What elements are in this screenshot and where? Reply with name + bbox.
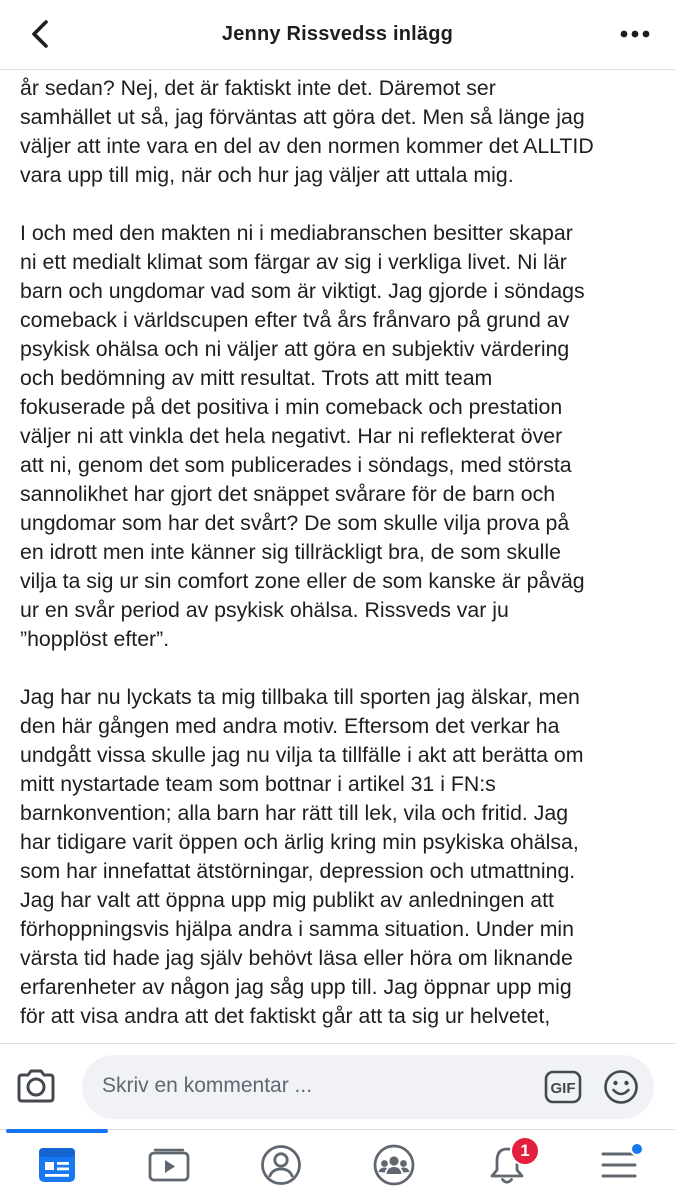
gif-button[interactable] — [544, 1069, 582, 1105]
camera-button[interactable] — [14, 1066, 58, 1106]
comment-bar — [0, 1043, 675, 1129]
bottom-navigation — [0, 1129, 675, 1200]
groups-icon — [372, 1144, 416, 1186]
more-dots-icon — [620, 30, 650, 38]
tab-watch[interactable] — [145, 1142, 193, 1188]
back-button[interactable] — [22, 16, 58, 52]
menu-update-dot — [630, 1142, 644, 1156]
comment-placeholder: Skriv en kommentar ... — [102, 1074, 313, 1097]
header-bar — [0, 0, 675, 70]
news-feed-icon — [37, 1146, 77, 1184]
tab-groups[interactable] — [370, 1142, 418, 1188]
profile-icon — [260, 1144, 302, 1186]
notification-badge: 1 — [510, 1136, 540, 1166]
chevron-left-icon — [29, 19, 51, 49]
smiley-icon — [603, 1069, 639, 1105]
tab-news-feed[interactable] — [33, 1142, 81, 1188]
post-body — [0, 70, 675, 1043]
comment-input[interactable] — [82, 1055, 654, 1119]
active-tab-indicator — [6, 1129, 108, 1133]
post-paragraph: I och med den makten ni i mediabranschen besitter skapar ni ett medialt klimat som färgar av sig i verkliga livet. Ni lär barn och ungdomar vad som är viktigt. Jag gjorde i söndags comeback i världscupen efter två års frånvaro på grund av psykisk ohälsa och ni väljer att göra en subjektiv värdering och bedömning av mitt resultat. Trots att mitt team fokuserade på det positiva i min comeback och prestation väljer ni att vinkla det hela negativt. Har ni reflekterat över att ni, genom det som publicerades i söndags, med största sannolikhet har gjort det snäppet svårare för de barn och ungdomar som har det svårt? De som skulle vilja prova på en idrott men inte känner sig tillräckligt bra, de som skulle vilja ta sig ur sin comfort zone eller de som kanske är påväg ur en svår period av psykisk ohälsa. Rissveds var ju ”hopplöst efter”. — [20, 221, 585, 651]
more-options-button[interactable] — [619, 20, 651, 48]
emoji-button[interactable] — [602, 1068, 640, 1106]
gif-icon — [544, 1070, 582, 1104]
post-paragraph: år sedan? Nej, det är faktiskt inte det. Däremot ser samhället ut så, jag förväntas att göra det. Men så länge jag väljer att inte vara en del av den normen kommer det ALLTID vara upp till mig, när och hur jag väljer att uttala mig. — [20, 76, 594, 187]
post-paragraph: Jag har nu lyckats ta mig tillbaka till sporten jag älskar, men den här gången med andra motiv. Eftersom det verkar ha undgått vissa skulle jag nu vilja ta tillfälle i akt att berätta om mitt nystartade team som bottnar i artikel 31 i FN:s barnkonvention; alla barn har rätt till lek, vila och fritid. Jag har tidigare varit öppen och ärlig kring min psykiska ohälsa, som har innefattat ätstörningar, depression och utmattning. Jag har valt att öppna upp mig publikt av anledningen att förhoppningsvis hjälpa andra i samma situation. Under min värsta tid hade jag själv behövt läsa eller höra om liknande erfarenheter av någon jag såg upp till. Jag öppnar upp mig för att visa andra att det faktiskt går att ta sig ur helvetet, — [20, 685, 584, 1028]
gif-label: GIF — [550, 1080, 576, 1097]
camera-icon — [15, 1068, 57, 1104]
watch-icon — [148, 1148, 190, 1182]
tab-profile[interactable] — [257, 1142, 305, 1188]
page-title: Jenny Rissvedss inlägg — [221, 23, 454, 45]
